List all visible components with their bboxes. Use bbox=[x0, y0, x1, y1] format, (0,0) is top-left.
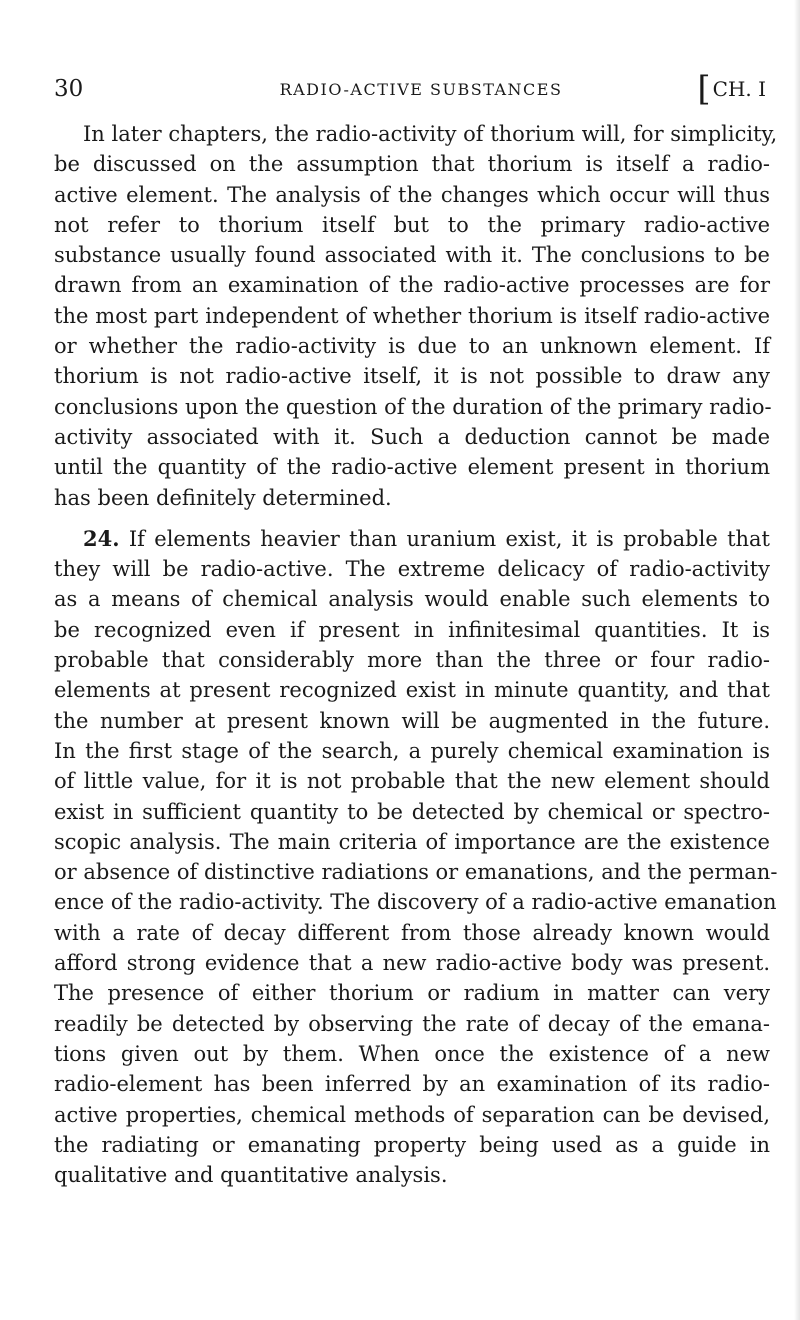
text-line: In later chapters, the radio-activity of thorium will, for simplicity, bbox=[83, 122, 778, 146]
paragraph-thorium bbox=[54, 119, 778, 513]
chapter-bracket: [ bbox=[697, 69, 711, 109]
chapter-label bbox=[697, 69, 766, 109]
text-line: be recognized even if present in infinitesimal quantities. It is bbox=[54, 617, 770, 642]
text-line: active properties, chemical methods of separation can be devised, bbox=[54, 1102, 770, 1127]
paragraph-gap bbox=[54, 513, 770, 524]
text-line: the number at present known will be augmented in the future. bbox=[54, 708, 770, 733]
page-number: 30 bbox=[54, 76, 84, 102]
text-line: radio-element has been inferred by an examination of its radio- bbox=[54, 1072, 770, 1097]
text-line: scopic analysis. The main criteria of importance are the existence bbox=[54, 829, 770, 854]
paragraph-section-24 bbox=[54, 524, 778, 1191]
text-line: they will be radio-active. The extreme delicacy of radio-activity bbox=[54, 557, 770, 582]
text-line: has been definitely determined. bbox=[54, 485, 392, 510]
text-line: activity associated with it. Such a deduction cannot be made bbox=[54, 424, 770, 449]
running-title: RADIO-ACTIVE SUBSTANCES bbox=[279, 80, 563, 99]
text-line: or whether the radio-activity is due to an unknown element. If bbox=[54, 334, 770, 359]
text-line: drawn from an examination of the radio-active processes are for bbox=[54, 273, 770, 298]
text-line: ence of the radio-activity. The discovery of a radio-active emanation bbox=[54, 890, 777, 915]
text-line: substance usually found associated with it. The conclusions to be bbox=[54, 243, 770, 268]
text-run: If elements heavier than uranium exist, it is probable that bbox=[128, 526, 770, 551]
text-line: tions given out by them. When once the existence of a new bbox=[54, 1041, 770, 1066]
text-line: be discussed on the assumption that thorium is itself a radio- bbox=[54, 152, 770, 177]
text-line: In the first stage of the search, a purely chemical examination is bbox=[54, 738, 770, 763]
text-line: The presence of either thorium or radium in matter can very bbox=[54, 981, 770, 1006]
chapter-text: CH. I bbox=[712, 77, 766, 101]
text-line: with a rate of decay different from those already known would bbox=[54, 920, 770, 945]
text-line: afford strong evidence that a new radio-active body was present. bbox=[54, 951, 770, 976]
text-line: the most part independent of whether thorium is itself radio-active bbox=[54, 303, 770, 328]
text-line: exist in sufficient quantity to be detected by chemical or spectro- bbox=[54, 799, 770, 824]
text-line: active element. The analysis of the changes which occur will thus bbox=[54, 182, 770, 207]
section-number: 24. bbox=[83, 525, 120, 551]
text-line: or absence of distinctive radiations or emanations, and the perman- bbox=[54, 860, 778, 885]
text-line-first bbox=[54, 524, 770, 554]
text-line: until the quantity of the radio-active element present in thorium bbox=[54, 455, 770, 480]
text-line: as a means of chemical analysis would enable such elements to bbox=[54, 587, 770, 612]
text-line: not refer to thorium itself but to the primary radio-active bbox=[54, 212, 770, 237]
text-line: conclusions upon the question of the duration of the primary radio- bbox=[54, 394, 772, 419]
text-line: the radiating or emanating property being used as a guide in bbox=[54, 1132, 770, 1157]
body-text bbox=[54, 119, 778, 1190]
running-head bbox=[54, 69, 770, 109]
text-line: thorium is not radio-active itself, it is not possible to draw any bbox=[54, 364, 770, 389]
text-line: elements at present recognized exist in minute quantity, and that bbox=[54, 678, 770, 703]
text-line: of little value, for it is not probable that the new element should bbox=[54, 769, 770, 794]
text-line: qualitative and quantitative analysis. bbox=[54, 1163, 448, 1188]
text-line: readily be detected by observing the rate of decay of the emana- bbox=[54, 1011, 770, 1036]
text-line: probable that considerably more than the three or four radio- bbox=[54, 648, 770, 673]
page-edge-shadow bbox=[794, 0, 800, 1320]
